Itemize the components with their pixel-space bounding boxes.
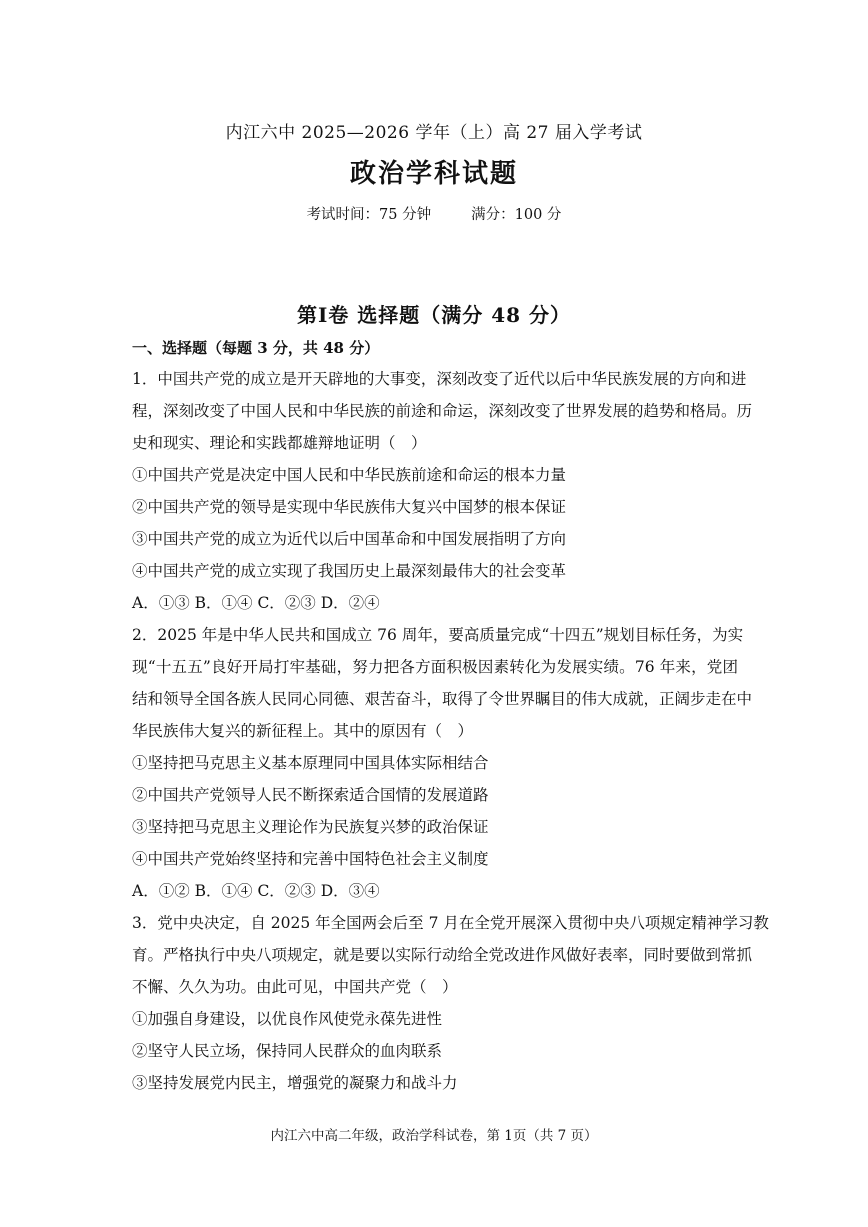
question-2-item: ②中国共产党领导人民不断探索适合国情的发展道路 bbox=[132, 786, 489, 804]
question-1-stem-line: 程，深刻改变了中国人民和中华民族的前途和命运，深刻改变了世界发展的趋势和格局。历 bbox=[132, 402, 753, 420]
question-1-item: ④中国共产党的成立实现了我国历史上最深刻最伟大的社会变革 bbox=[132, 562, 567, 580]
question-3-item: ③坚持发展党内民主，增强党的凝聚力和战斗力 bbox=[132, 1074, 458, 1092]
question-2-item: ①坚持把马克思主义基本原理同中国具体实际相结合 bbox=[132, 754, 489, 772]
question-2-stem-line: 华民族伟大复兴的新征程上。其中的原因有（ ） bbox=[132, 722, 474, 740]
question-2-stem-line: 现“十五五”良好开局打牢基础，努力把各方面积极因素转化为发展实绩。76 年来，党团 bbox=[132, 658, 738, 676]
subject-title: 政治学科试题 bbox=[349, 159, 518, 189]
question-1-stem-line: 1．中国共产党的成立是开天辟地的大事变，深刻改变了近代以后中华民族发展的方向和进 bbox=[132, 370, 747, 388]
question-2-stem-line: 2．2025 年是中华人民共和国成立 76 周年，要高质量完成“十四五”规划目标任务，为实 bbox=[132, 626, 744, 644]
question-2-item: ③坚持把马克思主义理论作为民族复兴梦的政治保证 bbox=[132, 818, 489, 836]
question-3-stem-line: 育。严格执行中央八项规定，就是要以实际行动给全党改进作风做好表率，同时要做到常抓 bbox=[132, 946, 753, 964]
exam-info bbox=[0, 203, 868, 224]
section-heading: 一、选择题（每题 3 分，共 48 分） bbox=[132, 339, 380, 357]
question-2-item: ④中国共产党始终坚持和完善中国特色社会主义制度 bbox=[132, 850, 489, 868]
question-1-stem-line: 史和现实、理论和实践都雄辩地证明（ ） bbox=[132, 434, 427, 452]
exam-time: 考试时间：75 分钟 bbox=[306, 207, 432, 223]
question-2-options: A．①② B．①④ C．②③ D．③④ bbox=[132, 882, 380, 900]
question-3-item: ②坚守人民立场，保持同人民群众的血肉联系 bbox=[132, 1042, 443, 1060]
exam-score: 满分：100 分 bbox=[471, 207, 562, 223]
question-3-item: ①加强自身建设，以优良作风使党永葆先进性 bbox=[132, 1010, 443, 1028]
volume-title: 第Ⅰ卷 选择题（满分 48 分） bbox=[296, 303, 572, 327]
page-footer: 内江六中高二年级，政治学科试卷，第 1页（共 7 页） bbox=[270, 1128, 598, 1144]
question-2-stem-line: 结和领导全国各族人民同心同德、艰苦奋斗，取得了令世界瞩目的伟大成就，正阔步走在中 bbox=[132, 690, 753, 708]
exam-header: 内江六中 2025—2026 学年（上）高 27 届入学考试 bbox=[225, 123, 643, 143]
question-3-stem-line: 3．党中央决定，自 2025 年全国两会后至 7 月在全党开展深入贯彻中央八项规定精神学习教 bbox=[132, 914, 769, 932]
question-3-stem-line: 不懈、久久为功。由此可见，中国共产党（ ） bbox=[132, 978, 458, 996]
question-1-options: A．①③ B．①④ C．②③ D．②④ bbox=[132, 594, 380, 612]
question-1-item: ③中国共产党的成立为近代以后中国革命和中国发展指明了方向 bbox=[132, 530, 567, 548]
question-1-item: ①中国共产党是决定中国人民和中华民族前途和命运的根本力量 bbox=[132, 466, 567, 484]
question-1-item: ②中国共产党的领导是实现中华民族伟大复兴中国梦的根本保证 bbox=[132, 498, 567, 516]
